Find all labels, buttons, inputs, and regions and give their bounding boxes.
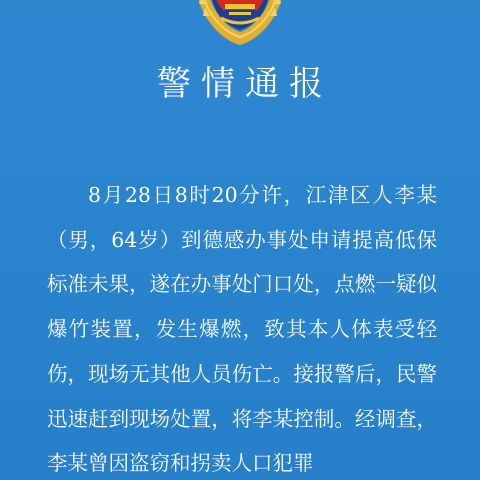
- notice-body: 8月28日8时20分许，江津区人李某（男，64岁）到德感办事处申请提高低保标准未果，遂在办事处门口处，点燃一疑似爆竹装置，发生爆燃，致其本人体表受轻伤，现场无其他人员伤亡。接报警后，民警迅速赶到现场处置，将李某控制。经调查，李某曾因盗窃和拐卖人口犯罪: [47, 183, 437, 476]
- police-badge-icon: [191, 0, 289, 46]
- page-title: 警情通报: [157, 64, 333, 104]
